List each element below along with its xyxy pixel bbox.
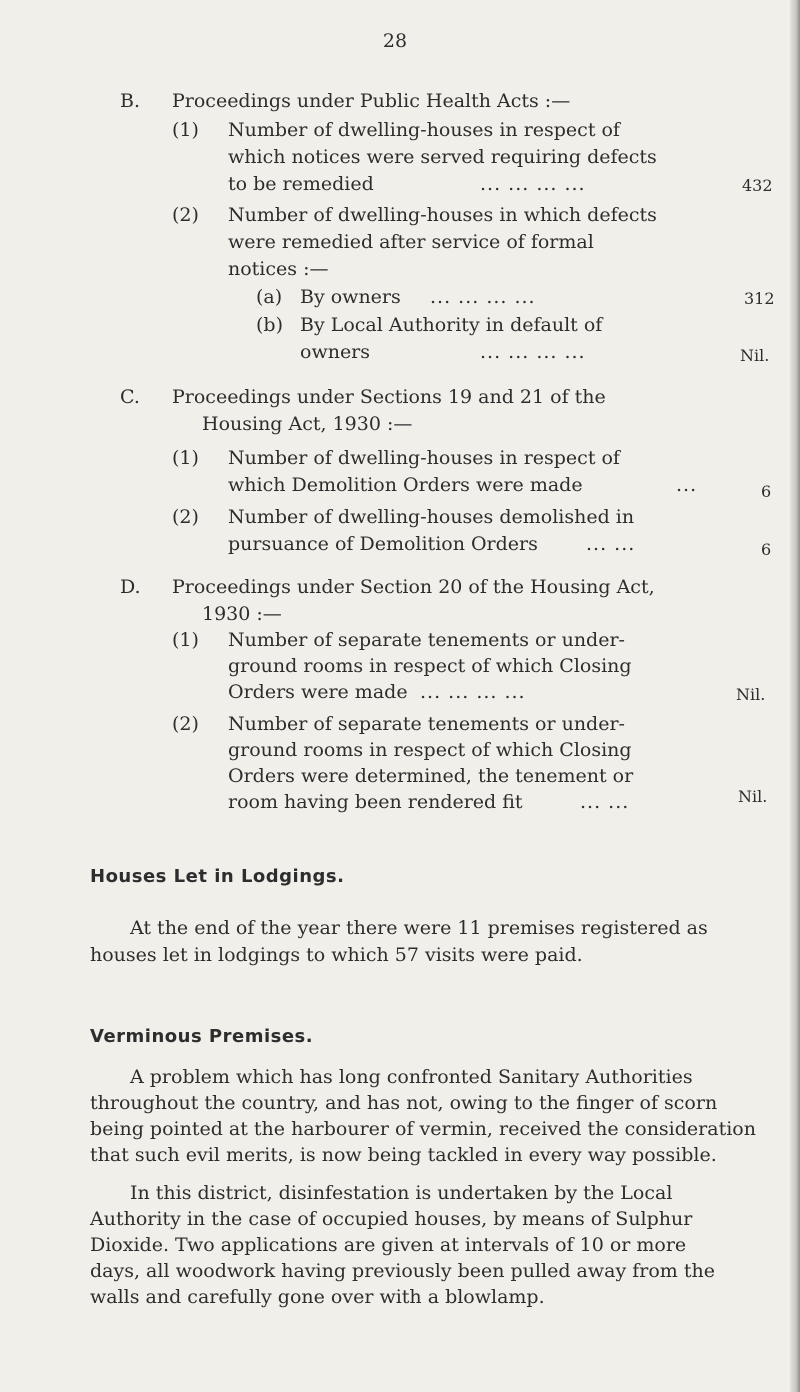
section-d-item2-line1: Number of separate tenements or under- [228, 713, 625, 735]
section-c-item2-leader: ... ... [586, 533, 636, 555]
section-c-letter: C. [120, 386, 140, 408]
verminous-p1-line2: throughout the country, and has not, owing to the finger of scorn [90, 1092, 718, 1114]
section-c-item2-num: (2) [172, 506, 199, 528]
page-number: 28 [382, 30, 408, 52]
section-c-item1-leader: ... [676, 474, 698, 496]
section-d-item1-value: Nil. [736, 685, 766, 704]
section-d-item2-leader: ... ... [580, 791, 630, 813]
section-b-sub-a-leader: ... ... ... ... [430, 286, 536, 308]
section-d-letter: D. [120, 576, 141, 598]
section-d-item2-line4: room having been rendered fit [228, 791, 523, 813]
section-d-item2-value: Nil. [738, 787, 768, 806]
section-d-item2-line3: Orders were determined, the tenement or [228, 765, 634, 787]
section-b-item2-line1: Number of dwelling-houses in which defects [228, 204, 657, 226]
section-b-sub-b-line2: owners [300, 341, 371, 363]
section-c-item1-line1: Number of dwelling-houses in respect of [228, 447, 620, 469]
section-b-item2-line2: were remedied after service of formal [228, 231, 594, 253]
section-b-item1-leader: ... ... ... ... [480, 173, 586, 195]
section-b-sub-b-line1: By Local Authority in default of [300, 314, 603, 336]
section-b-item1-num: (1) [172, 119, 199, 141]
section-c-item1-num: (1) [172, 447, 199, 469]
verminous-p1-line4: that such evil merits, is now being tackled in every way possible. [90, 1144, 717, 1166]
section-c-item1-value: 6 [761, 482, 772, 501]
section-b-item1-value: 432 [742, 176, 773, 195]
verminous-p2-line4: days, all woodwork having previously been pulled away from the [90, 1260, 715, 1282]
section-c-title-line2: Housing Act, 1930 :— [202, 413, 413, 435]
section-c-item1-line2: which Demolition Orders were made [228, 474, 583, 496]
section-b-title: Proceedings under Public Health Acts :— [172, 90, 571, 112]
section-d-item1-leader: ... ... ... ... [420, 681, 526, 703]
section-d-item1-line3: Orders were made [228, 681, 408, 703]
verminous-p2-line3: Dioxide. Two applications are given at intervals of 10 or more [90, 1234, 687, 1256]
section-d-title-line1: Proceedings under Section 20 of the Housing Act, [172, 576, 655, 598]
verminous-heading: Verminous Premises. [90, 1026, 314, 1047]
lodgings-heading: Houses Let in Lodgings. [90, 866, 345, 887]
section-d-item1-line2: ground rooms in respect of which Closing [228, 655, 632, 677]
section-b-item1-line1: Number of dwelling-houses in respect of [228, 119, 620, 141]
verminous-p1-line1: A problem which has long confronted Sanitary Authorities [130, 1066, 693, 1088]
verminous-p2-line2: Authority in the case of occupied houses, by means of Sulphur [90, 1208, 693, 1230]
lodgings-para-line1: At the end of the year there were 11 premises registered as [130, 917, 708, 939]
section-c-item2-line2: pursuance of Demolition Orders [228, 533, 538, 555]
section-b-item1-line3: to be remedied [228, 173, 374, 195]
section-b-sub-b-num: (b) [256, 314, 283, 336]
section-b-letter: B. [120, 90, 141, 112]
section-d-item1-line1: Number of separate tenements or under- [228, 629, 625, 651]
section-b-sub-a-text: By owners [300, 286, 401, 308]
page-edge-shadow [790, 0, 800, 1392]
section-b-sub-a-value: 312 [744, 289, 775, 308]
section-b-sub-b-value: Nil. [740, 346, 770, 365]
section-c-item2-line1: Number of dwelling-houses demolished in [228, 506, 635, 528]
verminous-p2-line5: walls and carefully gone over with a blowlamp. [90, 1286, 545, 1308]
verminous-p1-line3: being pointed at the harbourer of vermin, received the consideration [90, 1118, 756, 1140]
section-d-item2-line2: ground rooms in respect of which Closing [228, 739, 632, 761]
section-b-item1-line2: which notices were served requiring defects [228, 146, 657, 168]
section-c-title-line1: Proceedings under Sections 19 and 21 of the [172, 386, 606, 408]
section-b-sub-b-leader: ... ... ... ... [480, 341, 586, 363]
section-c-item2-value: 6 [761, 540, 772, 559]
verminous-p2-line1: In this district, disinfestation is undertaken by the Local [130, 1182, 673, 1204]
section-b-sub-a-num: (a) [256, 286, 283, 308]
section-d-title-line2: 1930 :— [202, 603, 282, 625]
section-d-item1-num: (1) [172, 629, 199, 651]
lodgings-para-line2: houses let in lodgings to which 57 visits were paid. [90, 944, 583, 966]
section-d-item2-num: (2) [172, 713, 199, 735]
section-b-item2-num: (2) [172, 204, 199, 226]
section-b-item2-line3: notices :— [228, 258, 329, 280]
